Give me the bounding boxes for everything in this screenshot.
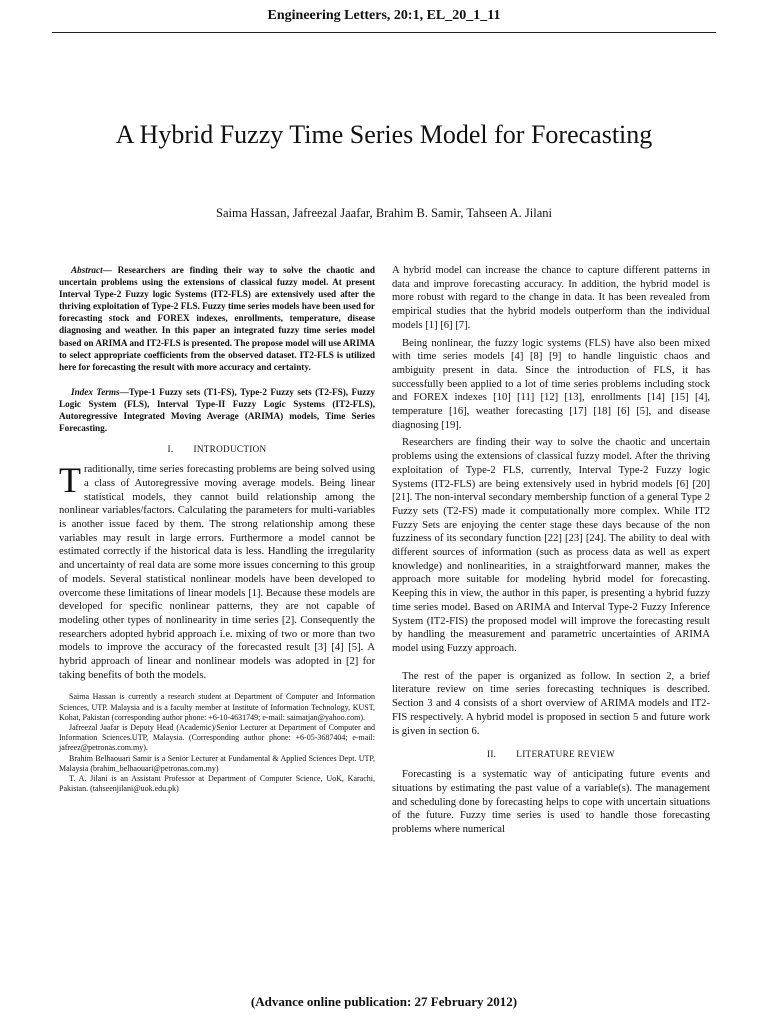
index-terms [59,386,375,434]
body-paragraph: Researchers are finding their way to solve the chaotic and uncertain problems using the extensions of classical fuzzy model. After the thriving exploitation of Type-2 FLS, currently, Interval Type-2 Fuzzy logic Systems (IT2-FLS) are being extensively used in hybrid models [6] [20] [21]. The non-interval secondary membership function of a general Type 2 Fuzzy sets (T2-FS) made it computationally more complex. While IT2 Fuzzy Sets are enjoying the center stage these days because of the non fuzziness of its secondary function [22] [23] [24]. The ability to deal with different sources of information (such as process data as well as expert knowledge) and nonlinearities, in a straightforward manner, makes the approach more suitable for modeling hybrid model for forecasting. Keeping this in view, the author in this paper, is presenting a hybrid fuzzy time series model. Based on ARIMA and Interval Type-2 Fuzzy Inference System (IT2-FIS) the proposed model will improve the forecasting result by handling the measurement and parametric uncertainties of ARIMA model using Fuzzy approach. [392,437,710,654]
author-footnotes [59,692,375,794]
index-terms-text: —Type-1 Fuzzy sets (T1-FS), Type-2 Fuzzy sets (T2-FS), Fuzzy Logic System (FLS), Interval Type-II Fuzzy Logic Systems (IT2-FLS), Autoregressive Integrated Moving Average (ARIMA) models, Time Series Forecasting. [59,386,376,434]
body-paragraph: A hybrid model can increase the chance to capture different patterns in data and improve forecasting accuracy. In addition, the hybrid model is more robust with regard to the change in data. It has been revealed from empirical studies that the hybrid models outperform than the individual models [1] [6] [7]. [392,265,710,331]
index-terms-label: Index Terms [71,386,120,397]
abstract-label: Abstract [71,265,103,275]
abstract-text: — Researchers are finding their way to solve the chaotic and uncertain problems using the extensions of classical fuzzy model. At present Interval Type-2 Fuzzy logic Systems (IT2-FLS) are extensively used after the thriving exploitation of Type-2 FLS. Fuzzy time series models have been used for forecasting stock and FOREX indexes, enrollments, temperature, disease diagnosing and weather. In this paper an integrated fuzzy time series model based on ARIMA and IT2-FLS is presented. The propose model will use ARIMA to select appropriate coefficients from the observed dataset. IT2-FLS is utilized here for forecasting the result with more accuracy and certainty. [59,265,375,372]
abstract [59,264,375,373]
paper-title: A Hybrid Fuzzy Time Series Model for Forecasting [115,120,653,149]
intro-paragraph-text: raditionally, time series forecasting problems are being solved using a class of Autoregressive moving average models. Being linear statistical models, they cannot build relationship among the nonlinear variables/factors. Calculating the parameters for multi-variables is another issue faced by them. The strong relationship among these variables may result in large errors. Furthermore a model cannot be estimated correctly if the historical data is less. Handling the irregularity and uncertainty of real data are some more issues concerning to this group of models. Several statistical nonlinear models have been developed to overcome these limitations of linear models [1]. Because these models are developed for specific nonlinear patterns, they are not capable of modeling other types of nonlinearity in time series [2]. Consequently the researchers adopted hybrid approach i.e. mixing of two or more than two models to improve the accuracy of the forecasted result [3] [4] [5]. A hybrid approach of linear and nonlinear models was adopted in [2] for taking benefits of both the models. [59,464,375,681]
footnote: Saima Hassan is currently a research student at Department of Computer and Information Sciences, UTP. Malaysia and is a faculty member at Institute of Information Technology, KUST, Kohat, Pakistan (corresponding author phone: +6-10-4631749; e-mail: saimatjan@yahoo.com). [59,692,375,722]
section-title: INTRODUCTION [193,444,267,455]
right-column [392,264,710,841]
footnote: T. A. Jilani is an Assistant Professor at Department of Computer Science, UoK, Karachi, Pakistan. (tahseenjilani@uok.edu.pk) [59,774,375,794]
journal-header: Engineering Letters, 20:1, EL_20_1_11 [267,8,501,23]
section-number: I. [167,444,174,455]
section-heading-introduction [59,444,375,454]
drop-cap: T [59,460,81,501]
section-heading-literature-review [392,749,710,759]
author-list: Saima Hassan, Jafreezal Jaafar, Brahim B. Samir, Tahseen A. Jilani [216,206,552,220]
section-number: II. [486,749,497,760]
body-paragraph: Being nonlinear, the fuzzy logic systems (FLS) have also been mixed with time series models [4] [8] [9] to handle linguistic chaos and ambiguity present in data. Since the introduction of FLS, it has successfully been applied to a lot of time series problems including stock and FOREX indexes [10] [11] [12] [13], enrollments [14] [15] [4], temperature [16], weather forecasting [17] [18] [6] [5], and disease diagnosing [19]. [392,337,710,431]
header-rule [52,32,716,33]
footnote: Jafreezal Jaafar is Deputy Head (Academic)/Senior Lecturer at Department of Computer and Information Sciences.UTP, Malaysia. (Corresponding author phone: +6-05-3687404; e-mail: jafreez@petronas.com.my). [59,723,375,753]
body-paragraph: Forecasting is a systematic way of anticipating future events and situations by estimating the past value of a variable(s). The management and scheduling done by forecasting helps to cope with uncertain situations of the future. Fuzzy time series is used to handle those forecasting problems where numerical [392,769,710,836]
publication-footer: (Advance online publication: 27 February 2012) [250,994,518,1009]
intro-paragraph [59,460,375,682]
paragraph-gap [392,660,710,670]
section-title: LITERATURE REVIEW [516,749,616,760]
footnote: Brahim Belhaouari Samir is a Senior Lecturer at Fundamental & Applied Sciences Dept. UTP, Malaysia (brahim_belhaouari@petronas.com.my) [59,753,375,773]
body-paragraph: The rest of the paper is organized as follow. In section 2, a brief literature review on time series forecasting techniques is described. Section 3 and 4 consists of a short overview of ARIMA models and IT2-FIS respectively. A hybrid model is proposed in section 5 and future work is given in section 6. [392,670,710,737]
left-column [59,264,375,795]
